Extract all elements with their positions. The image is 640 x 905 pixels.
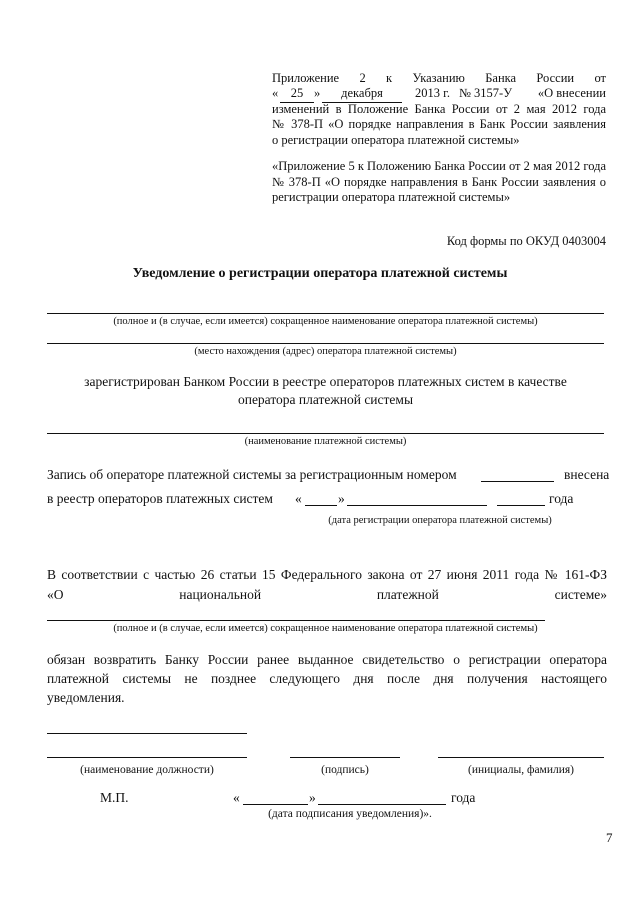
system-name-caption: (наименование платежной системы): [244, 436, 407, 447]
initials-caption: (инициалы, фамилия): [467, 764, 575, 776]
system-name-line: [47, 433, 604, 434]
header-year: 2013 г.: [415, 86, 450, 100]
obligation-line-2: платежной системы не позднее следующего дня после дня получения настоящего: [47, 671, 607, 686]
operator-name-line: [47, 313, 604, 314]
address-line: [47, 343, 604, 344]
obligation-line-1: обязан возвратить Банку России ранее выданное свидетельство о регистрации оператора: [47, 652, 607, 667]
form-code: Код формы по ОКУД 0403004: [446, 234, 606, 248]
sign-month-line: [318, 804, 446, 805]
signature-line: [290, 757, 400, 758]
record-year-line: [497, 505, 545, 506]
reg-number-line: [481, 481, 554, 482]
record-text-3: в реестр операторов платежных систем: [47, 491, 273, 506]
header-line-2: [272, 86, 606, 102]
operator-name-caption-2: (полное и (в случае, если имеется) сокращенное наименование оператора платежной системы): [113, 623, 538, 634]
record-quote-open: «: [295, 491, 302, 506]
header-month: декабря: [322, 86, 402, 103]
page-number: 7: [606, 830, 613, 845]
record-year-word: года: [549, 491, 574, 506]
header-quote: «Приложение 5 к Положению Банка России от 2 мая 2012 года № 378-П «О порядке направления в Банк России заявления о регистрации оператора платежной системы»: [272, 159, 606, 204]
position-line: [47, 757, 247, 758]
header-about: «О внесении: [537, 86, 606, 100]
header-number: № 3157-У: [459, 86, 513, 100]
position-caption: (наименование должности): [80, 764, 214, 776]
reg-date-caption: (дата регистрации оператора платежной системы): [328, 515, 552, 526]
quote-close: »: [314, 86, 321, 100]
record-quote-close: »: [338, 491, 345, 506]
law-line-2: «О национальной платежной системе»: [47, 587, 607, 602]
sign-day-line: [243, 804, 308, 805]
record-day-line: [305, 505, 337, 506]
obligation-line-3: уведомления.: [47, 690, 125, 705]
initials-line: [438, 757, 604, 758]
operator-name-line-2: [47, 620, 545, 621]
address-caption: (место нахождения (адрес) оператора платежной системы): [194, 346, 457, 357]
header-line-5: о регистрации оператора платежной системы»: [272, 133, 520, 147]
stamp-quote-close: »: [309, 790, 316, 805]
registered-line-1: зарегистрирован Банком России в реестре операторов платежных систем в качестве: [84, 374, 567, 389]
header-line-3: изменений в Положение Банка России от 2 мая 2012 года: [272, 102, 606, 116]
header-line-4: № 378-П «О порядке направления в Банк России заявления: [272, 117, 606, 131]
stamp-mp: М.П.: [100, 790, 129, 805]
operator-name-caption: (полное и (в случае, если имеется) сокращенное наименование оператора платежной системы): [113, 316, 538, 327]
signature-caption: (подпись): [321, 764, 369, 776]
registered-line-2: оператора платежной системы: [237, 392, 414, 407]
header-day: 25: [280, 86, 314, 103]
header-line-1: Приложение 2 к Указанию Банка России от: [272, 71, 606, 85]
record-month-line: [347, 505, 487, 506]
quote-open: «: [272, 86, 279, 100]
page-title: Уведомление о регистрации оператора платежной системы: [132, 266, 508, 281]
sign-date-caption: (дата подписания уведомления)».: [268, 808, 432, 820]
law-line-1: В соответствии с частью 26 статьи 15 Федерального закона от 27 июня 2011 года № 161-ФЗ: [47, 567, 607, 582]
record-text-1: Запись об операторе платежной системы за регистрационным номером: [47, 467, 457, 482]
stamp-year-word: года: [451, 790, 476, 805]
record-text-2: внесена: [564, 467, 610, 482]
stamp-quote-open: «: [233, 790, 240, 805]
position-line-upper: [47, 733, 247, 734]
